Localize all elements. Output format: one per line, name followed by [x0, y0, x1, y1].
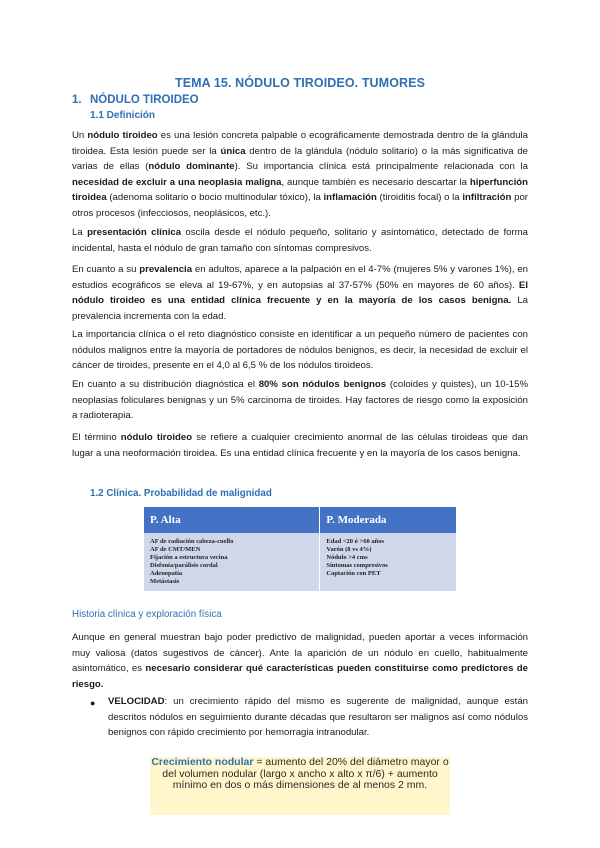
text-run: : un crecimiento rápido del mismo es sugerente de malignidad, aunque están descritos nódulos en seguimiento durante décadas que resultaron ser malignos así como nódulos benignos con rápido crecimiento por hemorragia intranodular.: [108, 696, 528, 739]
bold-text: única: [220, 145, 246, 157]
section-number: 1.: [72, 94, 82, 106]
list-item: Adenopatía: [150, 570, 183, 577]
paragraph-term: [72, 430, 528, 461]
text-run: (tiroiditis focal) o la: [376, 192, 463, 204]
bullet-icon: ●: [90, 698, 96, 708]
text-run: oscila desde el nódulo pequeño, solitario y asintomático, detectado de forma incidental, hasta el nódulo de gran tamaño con síntomas compresivos.: [72, 227, 528, 254]
text-run: dentro de la glándula (nódulo solitario) o la más significativa de varias de ellas (: [72, 145, 529, 173]
table-header-row: [144, 507, 457, 533]
list-item: Captación con PET: [326, 570, 381, 577]
text-run: El término: [72, 432, 121, 443]
bold-text: necesario considerar qué características pueden constituirse como predictores de riesgo.: [72, 663, 528, 690]
bold-text: nódulo tiroideo: [87, 130, 158, 141]
paragraph-presentation: [72, 225, 528, 256]
table-row: [144, 533, 457, 591]
bold-text: nódulo tiroideo: [120, 432, 193, 443]
text-run: Aunque en general muestran bajo poder predictivo de malignidad, pueden aportar a veces información muy valiosa (datos sugestivos de cáncer). Ante la aparición de un nódulo en cuello, habitualmente asintomático, es: [72, 632, 528, 675]
text-run: La prevalencia incrementa con la edad.: [72, 295, 528, 322]
malignancy-probability-table: [144, 507, 457, 591]
bold-text: 80% son nódulos benignos: [258, 379, 387, 390]
subsection-history: Historia clínica y exploración física: [72, 609, 222, 620]
bold-text: infiltración: [462, 192, 512, 204]
text-run: por otros procesos (infecciosos, neoplásicos, etc.).: [72, 192, 528, 219]
page-title: TEMA 15. NÓDULO TIROIDEO. TUMORES: [174, 76, 426, 90]
text-run: En cuanto a su: [72, 264, 140, 275]
nodular-growth-text: = aumento del 20% del diámetro mayor o del volumen nodular (largo x ancho x alto x π/6) + aumento mínimo en dos o más dimensiones de al menos 2 mm.: [162, 756, 449, 791]
section-label: NÓDULO TIROIDEO: [90, 94, 199, 106]
bold-text: presentación clínica: [87, 227, 182, 238]
text-run: , aunque también es necesario descartar la: [281, 176, 470, 188]
paragraph-diagnostic-challenge: [72, 327, 528, 374]
list-item: Fijación a estructura vecina: [150, 554, 228, 561]
list-item: Metástasis: [150, 578, 180, 585]
text-run: En cuanto a su distribución diagnóstica el: [72, 379, 259, 390]
section-heading: [72, 94, 199, 106]
paragraph-prevalence: [72, 262, 528, 324]
text-run: en adultos, aparece a la palpación en el 4-7% (mujeres 5% y varones 1%), en estudios ecográficos se eleva al 19-67%, y en autopsias al 37-57% (50% en mayores de 60 años).: [72, 264, 528, 291]
list-item: AF de CMT/MEN: [150, 546, 201, 553]
paragraph-distribution: [72, 377, 528, 424]
list-item: Edad <20 ó >60 años: [326, 538, 384, 545]
subsection-clinic: 1.2 Clínica. Probabilidad de malignidad: [90, 488, 272, 499]
text-run: La: [72, 227, 88, 238]
text-run: ). Su importancia clínica está principalmente relacionada con la: [234, 161, 529, 173]
paragraph-history: [72, 630, 528, 692]
subsection-definition: 1.1 Definición: [90, 110, 156, 121]
high-probability-cell: [144, 533, 320, 591]
text-run: es una lesión concreta palpable o ecográficamente demostrada dentro de la glándula tiroidea. Esta lesión puede ser la: [72, 130, 528, 157]
list-item: Disfonía/parálisis cordal: [150, 562, 218, 569]
list-item: Nódulo >4 cms: [326, 554, 368, 561]
header-high-probability: P. Alta: [144, 507, 320, 533]
list-item: AF de radiación cabeza-cuello: [150, 538, 234, 545]
bold-text: necesidad de excluir a una neoplasia maligna: [72, 176, 282, 188]
text-run: (coloides y quistes), un 10-15% neoplasias foliculares benignas y un 5% carcinoma de tiroides. Hay factores de riesgo como la exposición a radioterapia.: [72, 379, 528, 422]
list-item: Síntomas compresivos: [326, 562, 388, 569]
list-item: Varón (8 vs 4%): [326, 546, 372, 553]
text-run: La importancia clínica o el reto diagnóstico consiste en identificar a un pequeño número de pacientes con nódulos malignos entre la mayoría de portadores de nódulos benignos, es decir, la necesidad de excluir el cáncer de tiroides, presente en el 4,0 al 6,5 % de los nódulos tiroideos.: [72, 329, 528, 372]
paragraph-velocity: [108, 694, 528, 741]
bold-text: El nódulo tiroideo es una entidad clínica frecuente y en la mayoría de los casos benigna.: [72, 279, 528, 307]
header-moderate-probability: P. Moderada: [320, 507, 457, 533]
text-run: se refiere a cualquier crecimiento anormal de las células tiroideas que dan lugar a una neoformación tiroidea. Es una entidad clínica frecuente y en la mayoría de los casos benigna.: [72, 432, 528, 459]
bold-text: nódulo dominante: [148, 161, 235, 173]
text-run: Un: [72, 130, 88, 141]
nodular-growth-box: [150, 757, 450, 815]
moderate-probability-cell: [320, 533, 457, 591]
nodular-growth-label: Crecimiento nodular: [151, 756, 254, 768]
paragraph-definition: [72, 128, 528, 222]
bold-text: VELOCIDAD: [108, 696, 165, 707]
bold-text: inflamación: [323, 192, 377, 204]
text-run: (adenoma solitario o bocio multinodular tóxico), la: [106, 192, 324, 204]
bold-text: prevalencia: [139, 264, 193, 275]
bold-text: hiperfunción tiroidea: [72, 176, 528, 204]
